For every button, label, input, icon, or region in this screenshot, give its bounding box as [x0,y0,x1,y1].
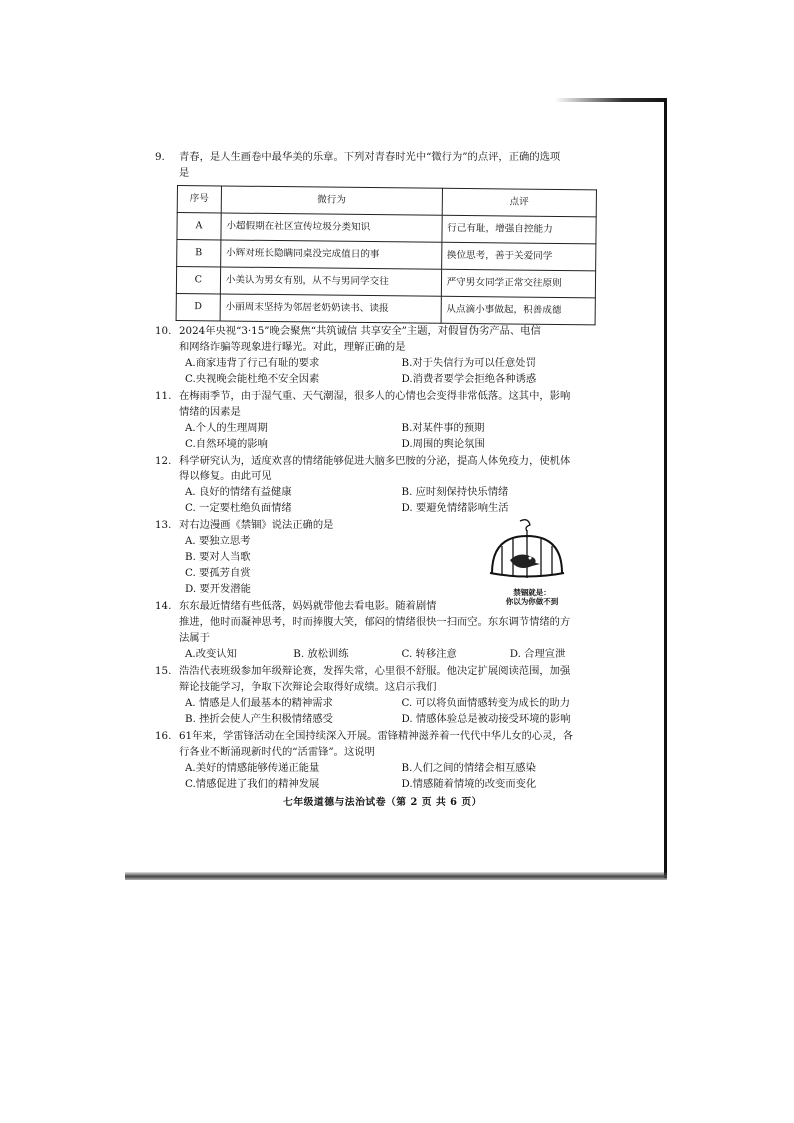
question-15 [155,664,610,728]
cartoon-caption [487,588,577,606]
question-number: 16. [155,729,172,742]
question-text-cont: 推进，他时而凝神思考，时而捧腹大笑，郁闷的情绪很快一扫而空。东东调节情绪的方 [179,616,571,629]
table-row [176,266,595,297]
option-a: A.个人的生理周期 [185,421,268,434]
question-number: 11. [155,389,172,402]
table-header: 点评 [442,188,597,217]
table-header: 序号 [177,185,221,212]
question-text-cont: 是 [179,166,190,179]
options [155,485,610,517]
table-cell: B [177,239,221,266]
scan-edge-bottom [125,872,667,880]
option-d: D. 要避免情绪影响生活 [401,502,509,515]
question-text-cont: 情绪的因素是 [179,405,241,418]
option-c: C. 转移注意 [401,647,457,660]
table-cell: D [176,293,220,320]
table-row [177,212,596,243]
question-text-cont: 和网络诈骗等现象进行曝光。对此，理解正确的是 [179,340,406,353]
table-cell: 换位思考，善于关爱同学 [441,242,596,271]
options [155,761,610,793]
option-a: A.美好的情感能够传递正能量 [185,761,320,774]
options [155,696,610,728]
table-cell: C [176,266,220,293]
question-number: 14. [155,600,172,613]
option-b: B.对某件事的预期 [401,421,485,434]
option-a: A.商家违背了行己有耻的要求 [185,356,320,369]
table-cell: 严守男女同学正常交往原则 [441,269,596,298]
question-text: 浩浩代表班级参加年级辩论赛，发挥失常，心里很不舒服。他决定扩展阅读范围，加强 [179,664,571,677]
question-text-cont: 法属于 [179,632,210,645]
exam-page-content [155,150,610,810]
option-d: D.消费者要学会拒绝各种诱惑 [401,372,537,385]
question-text: 东东最近情绪有些低落，妈妈就带他去看电影。随着剧情 [179,600,437,613]
option-b: B.对于失信行为可以任意处罚 [401,356,536,369]
question-text: 对右边漫画《禁锢》说法正确的是 [179,519,334,532]
question-number: 12. [155,454,172,467]
table-header: 微行为 [221,186,442,215]
option-d: D. 要开发潜能 [185,583,251,596]
option-c: C. 要孤芳自赏 [185,567,251,580]
table-cell: 小超假期在社区宣传垃圾分类知识 [221,213,442,242]
option-c: C. 一定要杜绝负面情绪 [185,502,292,515]
table-cell: 行己有耻，增强自控能力 [442,215,597,244]
question-text-cont: 辩论技能学习，争取下次辩论会取得好成绩。这启示我们 [179,680,437,693]
table-cell: 小美认为男女有别，从不与男同学交往 [220,267,441,296]
options [155,647,610,663]
option-d: D. 情感体验总是被动接受环境的影响 [401,712,571,725]
option-c: C.情感促进了我们的精神发展 [185,777,320,790]
question-16 [155,729,610,793]
question-text: 青春，是人生画卷中最华美的乐章。下列对青春时光中“微行为”的点评，正确的选项 [179,151,561,163]
question-11 [155,389,610,453]
option-b: B. 应时刻保持快乐情绪 [401,486,509,499]
question-12 [155,454,610,518]
question-text: 2024年央视“3·15”晚会聚焦“共筑诚信 共享安全”主题，对假冒伪劣产品、电信 [179,324,541,337]
question-number: 10. [155,324,172,337]
option-b: B. 要对人当歌 [185,551,251,564]
question-text: 在梅雨季节，由于湿气重、天气潮湿，很多人的心情也会变得非常低落。这其中，影响 [179,389,571,402]
option-d: D. 合理宣泄 [509,647,566,660]
cartoon-caption-line: 你以为你做不到 [505,597,559,607]
option-c: C. 可以将负面情感转变为成长的助力 [401,696,571,709]
option-b: B.人们之间的情绪会相互感染 [401,761,536,774]
question-14 [155,599,610,663]
page-footer: 七年级道德与法治试卷（第 2 页 共 6 页） [283,796,482,808]
option-b: B. 挫折会使人产生积极情绪感受 [185,712,333,725]
cartoon-caption-line: 禁锢就是： [513,588,551,598]
table-row [176,293,595,324]
table-cell: 从点滴小事做起，积善成德 [441,296,596,325]
question-number: 15. [155,664,172,677]
table-cell: 小丽周末坚持为邻居老奶奶读书、读报 [220,294,441,323]
table-cell: 小辉对班长隐瞒同桌没完成值日的事 [220,240,441,269]
question-10 [155,324,610,388]
option-a: A.改变认知 [185,647,237,660]
option-a: A. 要独立思考 [185,535,251,548]
option-c: C.自然环境的影响 [185,437,268,450]
option-b: B. 放松训练 [293,647,349,660]
options [155,421,610,453]
scan-shadow-top [555,98,667,102]
table-row [177,239,596,270]
option-a: A. 情感是人们最基本的精神需求 [185,696,333,709]
q9-table [176,185,597,325]
question-number: 13. [155,519,172,532]
table-cell: A [177,212,221,239]
option-c: C.央视晚会能杜绝不安全因素 [185,372,320,385]
question-9 [155,150,610,321]
option-a: A. 良好的情绪有益健康 [185,486,292,499]
option-d: D.情感随着情境的改变而变化 [401,777,537,790]
question-text-cont: 行各业不断涌现新时代的“活雷锋”。这说明 [179,745,375,758]
option-d: D.周围的舆论氛围 [401,437,485,450]
scan-edge-right [664,98,667,878]
options [155,356,610,388]
question-number: 9. [155,151,165,163]
question-text-cont: 得以修复。由此可见 [179,470,272,483]
question-text: 科学研究认为，适度欢喜的情绪能够促进大脑多巴胺的分泌，提高人体免疫力，使机体 [179,454,571,467]
question-text: 61年来，学雷锋活动在全国持续深入开展。雷锋精神滋养着一代代中华儿女的心灵，各 [179,729,574,742]
table-header-row [177,185,596,216]
